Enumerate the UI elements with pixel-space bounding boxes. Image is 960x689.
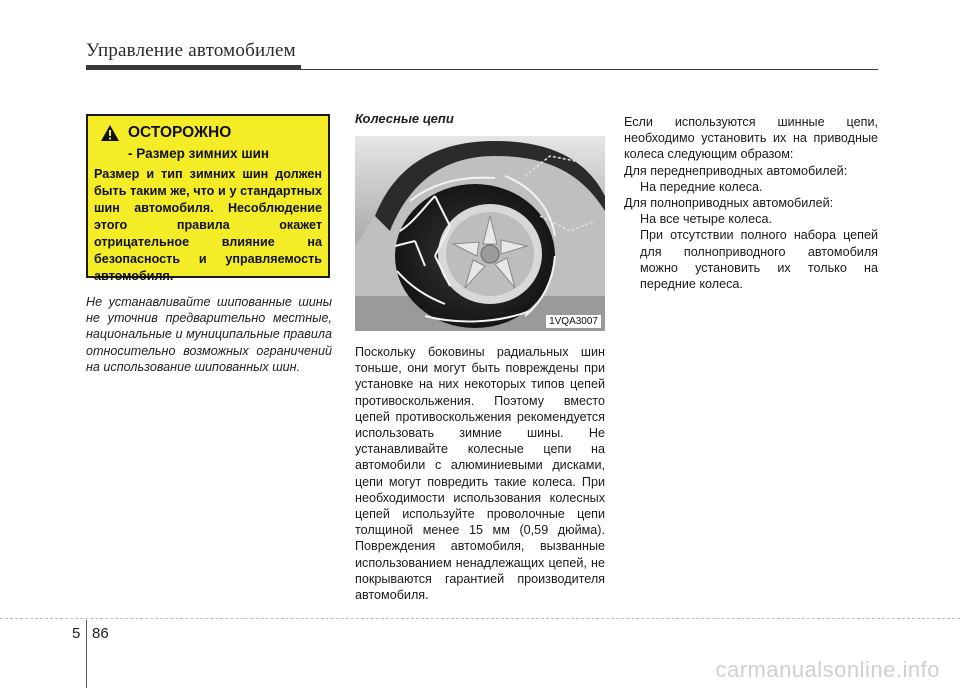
- awd-text: На все четыре колеса.: [640, 212, 772, 227]
- chains-intro: Если используются шинные цепи, необходимо установить их на приводные колеса следующим образом:: [624, 115, 878, 162]
- right-column: [624, 114, 878, 292]
- header-rule-thin: [301, 69, 878, 70]
- section-title: Колесные цепи: [355, 111, 454, 126]
- warning-body: Размер и тип зимних шин должен быть таким же, что и у стандартных шин автомобиля. Несоблюдение этого правила окажет отрицательное влияние на безопасность и управляемость автомобиля.: [94, 167, 322, 283]
- tire-chain-photo: [355, 136, 605, 331]
- page-header-title: Управление автомобилем: [86, 40, 296, 61]
- studded-tires-note: Не устанавливайте шипованные шины не уточнив предварительно местные, национальные и муниципальные правила относительно возможных ограничений на использование шипованных шин.: [86, 295, 332, 374]
- footer-vertical-rule: [86, 620, 87, 688]
- watermark: carmanualsonline.info: [715, 657, 940, 682]
- fwd-label: Для переднеприводных автомобилей:: [624, 163, 848, 178]
- footer-divider: [0, 618, 960, 619]
- header-rule-thick: [86, 65, 301, 70]
- photo-caption: 1VQA3007: [546, 315, 601, 328]
- warning-triangle-icon: [100, 124, 120, 142]
- section-paragraph: Поскольку боковины радиальных шин тоньше, они могут быть повреждены при установке на них некоторых типов цепей противоскольжения. Поэтому вместо цепей противоскольжения рекомендуется использовать зимние шины. Не устанавливайте колесные цепи на автомобили с алюминиевыми дисками, цепи могут повредить такие колеса. При необходимости использования колесных цепей используйте проволочные цепи толщиной менее 15 мм (0,59 дюйма). Повреждения автомобиля, вызванные использованием ненадлежащих цепей, не покрываются гарантией производителя автомобиля.: [355, 345, 605, 603]
- warning-box: [86, 114, 330, 283]
- warning-subtitle: - Размер зимних шин: [128, 146, 270, 161]
- warning-title: ОСТОРОЖНО: [128, 124, 232, 141]
- tire-chain-illustration: [355, 136, 605, 331]
- chapter-number: 5: [72, 625, 81, 642]
- awd-label: Для полноприводных автомобилей:: [624, 196, 834, 211]
- warning-header: [100, 124, 231, 142]
- page-number: 86: [92, 625, 109, 642]
- fwd-text: На передние колеса.: [640, 179, 763, 194]
- awd-note: При отсутствии полного набора цепей для полноприводного автомобиля можно установить их только на передние колеса.: [640, 228, 878, 292]
